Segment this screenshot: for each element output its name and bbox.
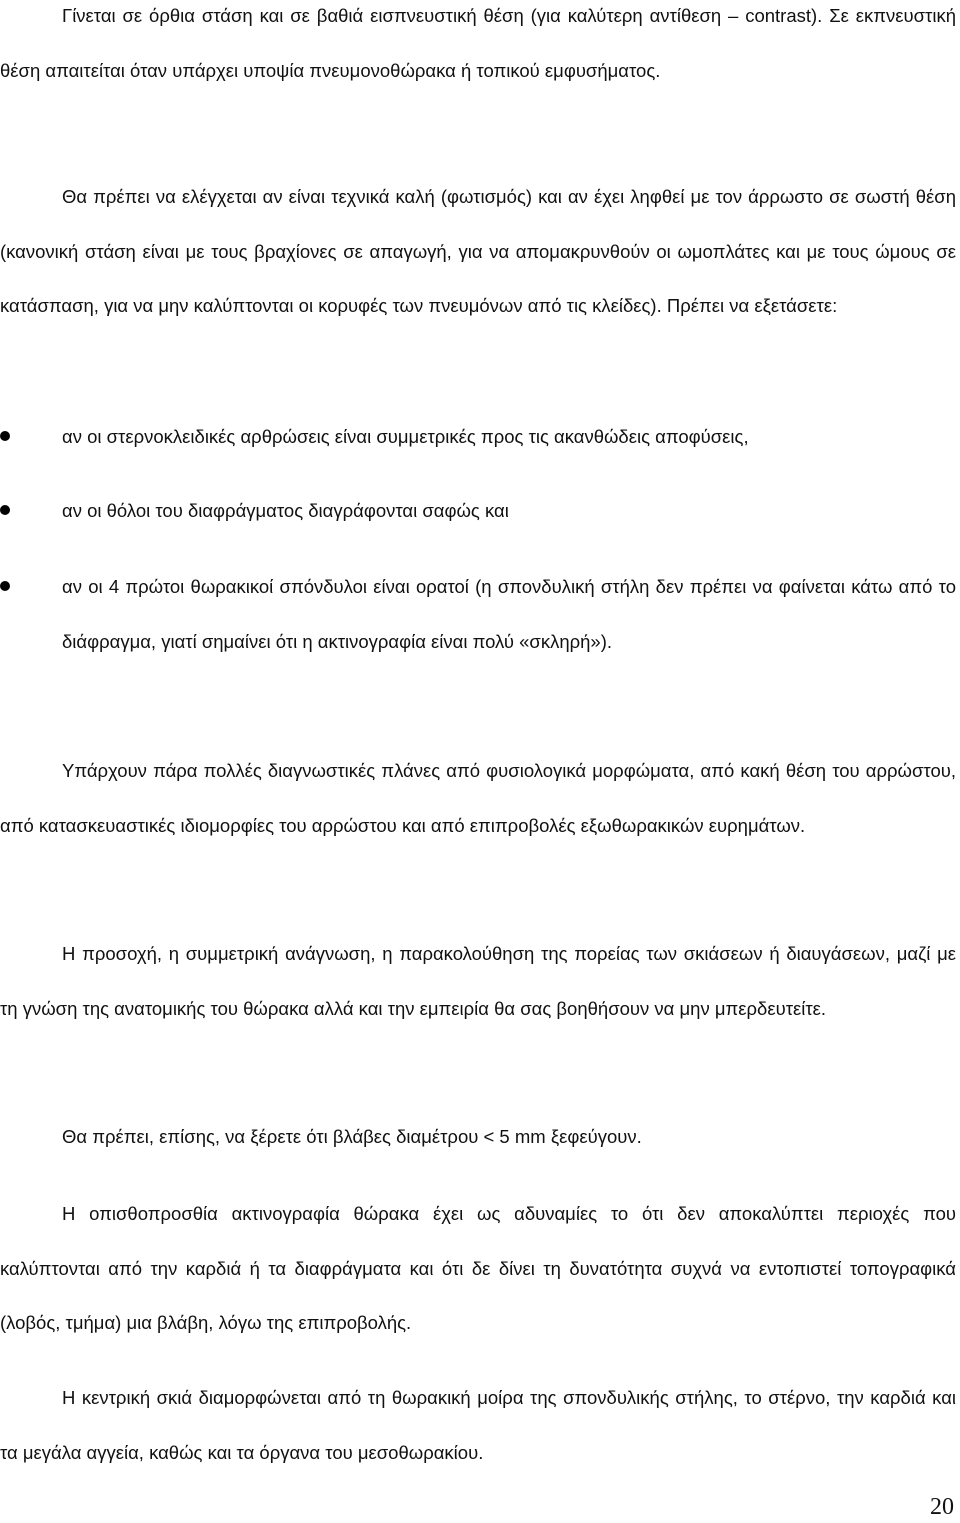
paragraph-technical-check: Θα πρέπει να ελέγχεται αν είναι τεχνικά καλή (φωτισμός) και αν έχει ληφθεί με τον άρρωστο σε σωστή θέση (κανονική στάση είναι με τους βραχίονες σε απαγωγή, για να απομακρυνθούν οι ωμοπλάτες και με τους ώμους σε κατάσπαση, για να μην καλύπτονται οι κορυφές των πνευμόνων από τις κλείδες). Πρέπει να εξετάσετε: <box>0 186 956 316</box>
bullet-icon <box>0 581 10 591</box>
paragraph-central-shadow: Η κεντρική σκιά διαμορφώνεται από τη θωρακική μοίρα της σπονδυλικής στήλης, το στέρνο, την καρδιά και τα μεγάλα αγγεία, καθώς και τα όργανα του μεσοθωρακίου. <box>0 1387 956 1463</box>
bullet-text: αν οι στερνοκλειδικές αρθρώσεις είναι συμμετρικές προς τις ακανθώδεις αποφύσεις, <box>62 426 749 447</box>
bullet-text: αν οι 4 πρώτοι θωρακικοί σπόνδυλοι είναι ορατοί (η σπονδυλική στήλη δεν πρέπει να φαίνεται κάτω από το διάφραγμα, γιατί σημαίνει ότι η ακτινογραφία είναι πολύ «σκληρή»). <box>62 576 956 652</box>
paragraph-attention: Η προσοχή, η συμμετρική ανάγνωση, η παρακολούθηση της πορείας των σκιάσεων ή διαυγάσεων, μαζί με τη γνώση της ανατομικής του θώρακα αλλά και την εμπειρία θα σας βοηθήσουν να μην μπερδευτείτε. <box>0 943 956 1019</box>
bullet-icon <box>0 431 10 441</box>
paragraph-diagnostic-pitfalls: Υπάρχουν πάρα πολλές διαγνωστικές πλάνες από φυσιολογικά μορφώματα, από κακή θέση του αρρώστου, από κατασκευαστικές ιδιομορφίες του αρρώστου και από επιπροβολές εξωθωρακικών ευρημάτων. <box>0 760 956 836</box>
bullet-icon <box>0 505 10 515</box>
page-number: 20 <box>930 1494 954 1520</box>
paragraph-positioning: Γίνεται σε όρθια στάση και σε βαθιά εισπνευστική θέση (για καλύτερη αντίθεση – contrast). Σε εκπνευστική θέση απαιτείται όταν υπάρχει υποψία πνευμονοθώρακα ή τοπικού εμφυσήματος. <box>0 5 956 81</box>
paragraph-pa-weaknesses: Η οπισθοπροσθία ακτινογραφία θώρακα έχει ως αδυναμίες το ότι δεν αποκαλύπτει περιοχές που καλύπτονται από την καρδιά ή τα διαφράγματα και ότι δε δίνει τη δυνατότητα συχνά να εντοπιστεί τοπογραφικά (λοβός, τμήμα) μια βλάβη, λόγω της επιπροβολής. <box>0 1203 956 1333</box>
paragraph-lesion-size: Θα πρέπει, επίσης, να ξέρετε ότι βλάβες διαμέτρου < 5 mm ξεφεύγουν. <box>62 1126 642 1147</box>
bullet-text: αν οι θόλοι του διαφράγματος διαγράφονται σαφώς και <box>62 500 509 521</box>
